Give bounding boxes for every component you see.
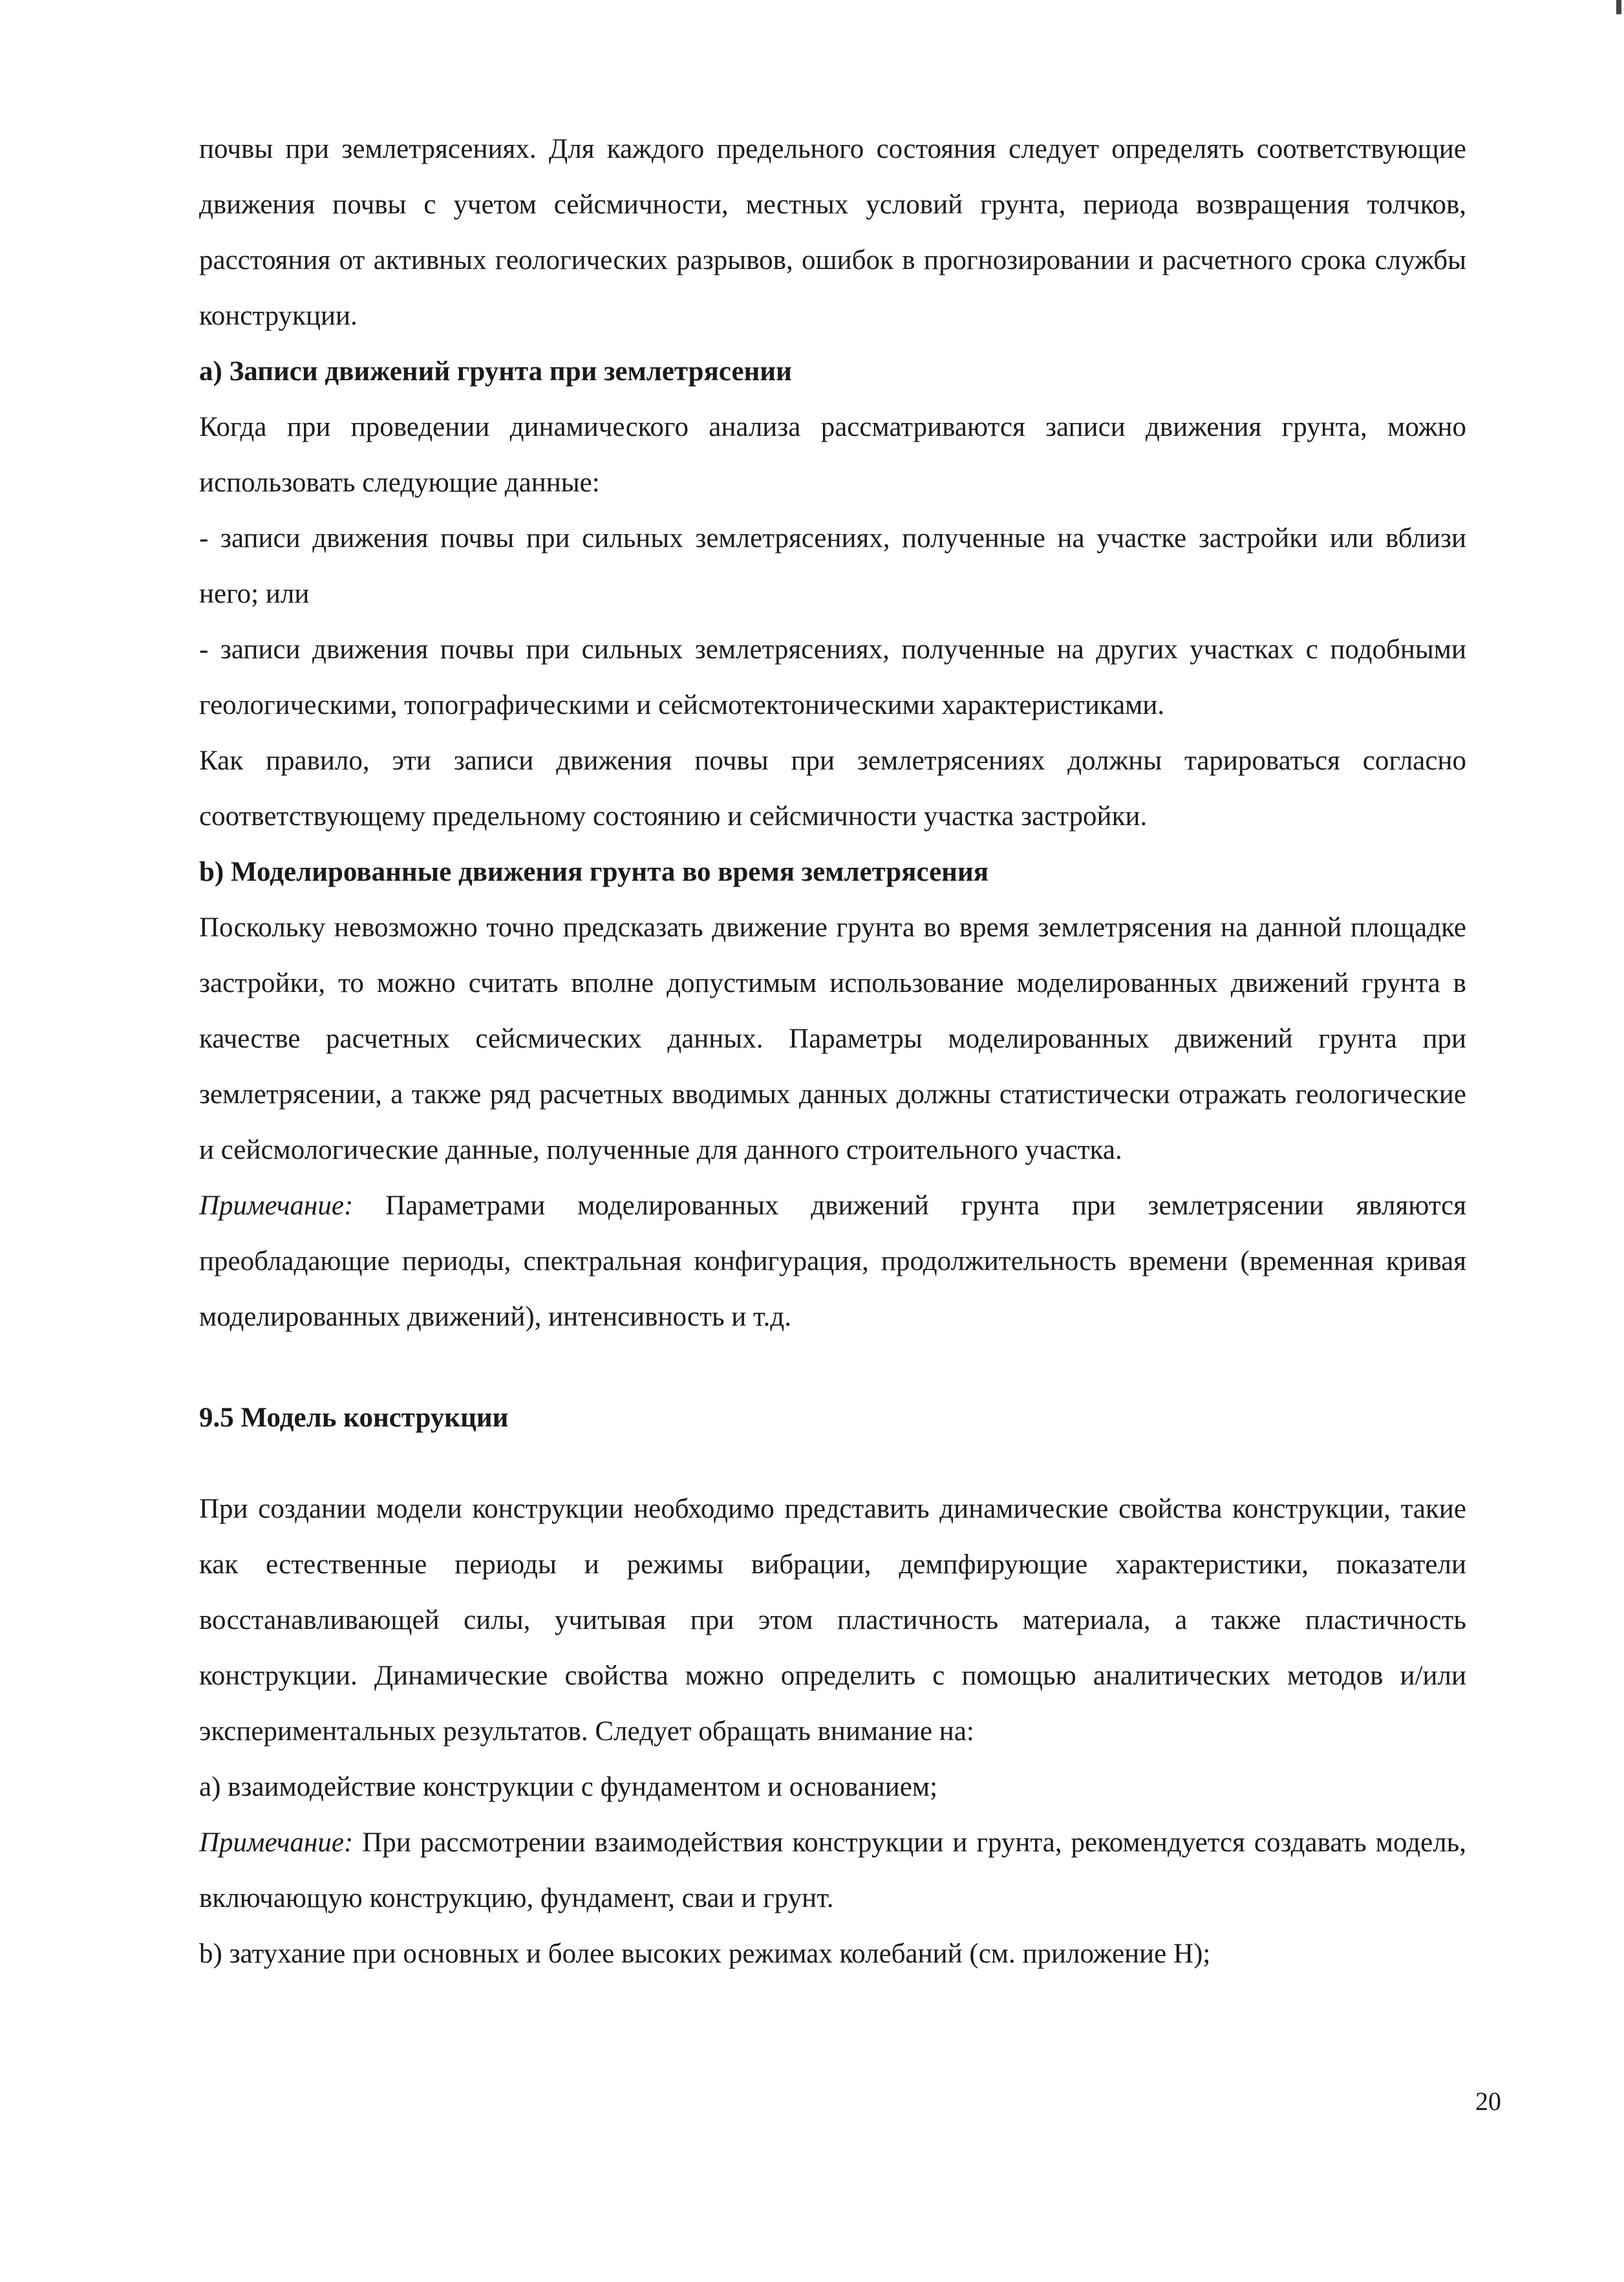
paragraph-intro: почвы при землетрясениях. Для каждого предельного состояния следует определять соответствующие движения почвы с учетом сейсмичности, местных условий грунта, периода возвращения толчков, расстояния от активных геологических разрывов, ошибок в прогнозировании и расчетного срока службы конструкции. xyxy=(199,134,1466,331)
note-text: При рассмотрении взаимодействия конструкции и грунта, рекомендуется создавать модель, включающую конструкцию, фундамент, сваи и грунт. xyxy=(199,1827,1466,1913)
section-heading: 9.5 Модель конструкции xyxy=(199,1403,509,1433)
list-item-section-a: a) взаимодействие конструкции с фундаментом и основанием; xyxy=(199,1772,938,1802)
note-b xyxy=(199,1178,1466,1345)
heading-a: a) Записи движений грунта при землетрясении xyxy=(199,356,792,387)
note-label: Примечание: xyxy=(199,1827,354,1858)
page-number: 20 xyxy=(1475,2087,1501,2116)
list-item-a2: - записи движения почвы при сильных землетрясениях, полученные на других участках с подобными геологическими, топографическими и сейсмотектоническими характеристиками. xyxy=(199,634,1466,720)
heading-b: b) Моделированные движения грунта во время землетрясения xyxy=(199,857,988,887)
note-label: Примечание: xyxy=(199,1190,354,1221)
paragraph-section: При создании модели конструкции необходимо представить динамические свойства конструкции, такие как естественные периоды и режимы вибрации, демпфирующие характеристики, показатели восстанавливающей силы, учитывая при этом пластичность материала, а также пластичность конструкции. Динамические свойства можно определить с помощью аналитических методов и/или экспериментальных результатов. Следует обращать внимание на: xyxy=(199,1494,1466,1747)
paragraph-b: Поскольку невозможно точно предсказать движение грунта во время землетрясения на данной площадке застройки, то можно считать вполне допустимым использование моделированных движений грунта в качестве расчетных сейсмических данных. Параметры моделированных движений грунта при землетрясении, а также ряд расчетных вводимых данных должны статистически отражать геологические и сейсмологические данные, полученные для данного строительного участка. xyxy=(199,912,1466,1165)
body-text xyxy=(199,122,1466,1982)
paragraph-a-rule: Как правило, эти записи движения почвы при землетрясениях должны тарироваться согласно соответствующему предельному состоянию и сейсмичности участка застройки. xyxy=(199,746,1466,832)
list-item-section-b: b) затухание при основных и более высоких режимах колебаний (см. приложение Н); xyxy=(199,1939,1211,1969)
list-item-a1: - записи движения почвы при сильных землетрясениях, полученные на участке застройки или вблизи него; или xyxy=(199,523,1466,609)
note-section xyxy=(199,1815,1466,1926)
paragraph-a-intro: Когда при проведении динамического анализа рассматриваются записи движения грунта, можно использовать следующие данные: xyxy=(199,412,1466,498)
note-text: Параметрами моделированных движений грунта при землетрясении являются преобладающие периоды, спектральная конфигурация, продолжительность времени (временная кривая моделированных движений), интенсивность и т.д. xyxy=(199,1190,1466,1332)
scan-mark xyxy=(1616,0,1621,14)
